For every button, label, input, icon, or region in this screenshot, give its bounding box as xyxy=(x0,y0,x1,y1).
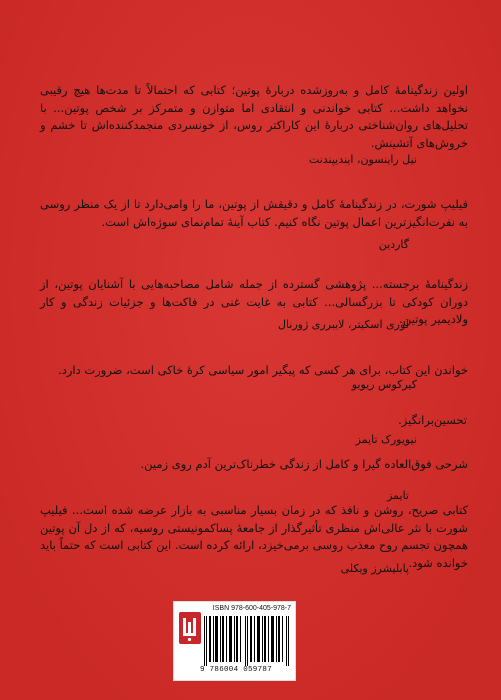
barcode-digits: 9 786004 059787 xyxy=(200,666,273,674)
quote-5-text: تحسین‌برانگیز. xyxy=(398,413,467,427)
quote-1-text: اولین زندگینامهٔ کامل و به‌روزشده دربارهٔ پوتین؛ کتابی که احتمالاً تا مدت‌ها هیچ رقیبی نخواهد داشت... کتابی خواندنی و انتقادی اما متوازن و متمرکز بر شخص پوتین... با تحلیل‌های روان‌شناختی دربارهٔ این کاراکتر روس، از خونسردی منجمدکننده‌اش تا خشم و خروش‌های آتشینش. xyxy=(40,83,468,150)
quote-6-source: تایمز xyxy=(387,489,409,502)
isbn-label: ISBN 978-600-405-978-7 xyxy=(212,605,291,612)
quote-2-text: فیلیپ شورت، در زندگینامهٔ کامل و دقیقش از پوتین، ما را وامی‌دارد تا از یک منظر روسی به نفرت‌انگیزترین اعمال پوتین نگاه کنیم. کتاب آینهٔ تمام‌نمای سوژه‌اش است. xyxy=(40,197,468,229)
quote-2-source: گاردین xyxy=(378,238,409,251)
quote-1-source: نیل راینسون، ایندیپندنت xyxy=(308,153,417,166)
quote-7-source: پابلیشرز ویکلی xyxy=(340,562,409,575)
publisher-logo-icon xyxy=(179,612,201,644)
quote-3-source: لوری اسکیتر، لایبرری ژورنال xyxy=(277,318,409,331)
quote-3-text: زندگینامهٔ برجسته... پژوهشی گسترده از جمله شامل مصاحبه‌هایی با آشنایان پوتین، از دوران کودکی تا بزرگسالی... کتابی به غایت غنی در فاکت‌ها و جزئیات زندگی و کار ولادیمیر پوتین. xyxy=(40,277,468,326)
quote-4-text: خواندن این کتاب، برای هر کسی که پیگیر امور سیاسی کرهٔ خاکی است، ضرورت دارد. xyxy=(58,363,468,377)
quote-5-source: نیویورک تایمز xyxy=(355,433,417,446)
quote-6-text: شرحی فوق‌العاده گیرا و کامل از زندگی خطرناک‌ترین آدم روی زمین. xyxy=(140,457,468,471)
quote-4-source: کیرکوس ریویو xyxy=(351,378,417,391)
isbn-barcode-box xyxy=(173,601,296,681)
quote-7-text: کتابی صریح، روشن و نافذ که در زمان بسیار مناسبی به بازار عرضه شده است... فیلیپ شورت با نثر عالی‌اش منظری تأثیرگذار از جامعهٔ پساکمونیستی روسیه، که از دل آن پوتین همچون تجسم روح معذب روسی برمی‌خیزد، ارائه کرده است. این کتابی است که حتماً باید خوانده شود. xyxy=(40,503,468,570)
barcode-icon xyxy=(204,616,290,666)
